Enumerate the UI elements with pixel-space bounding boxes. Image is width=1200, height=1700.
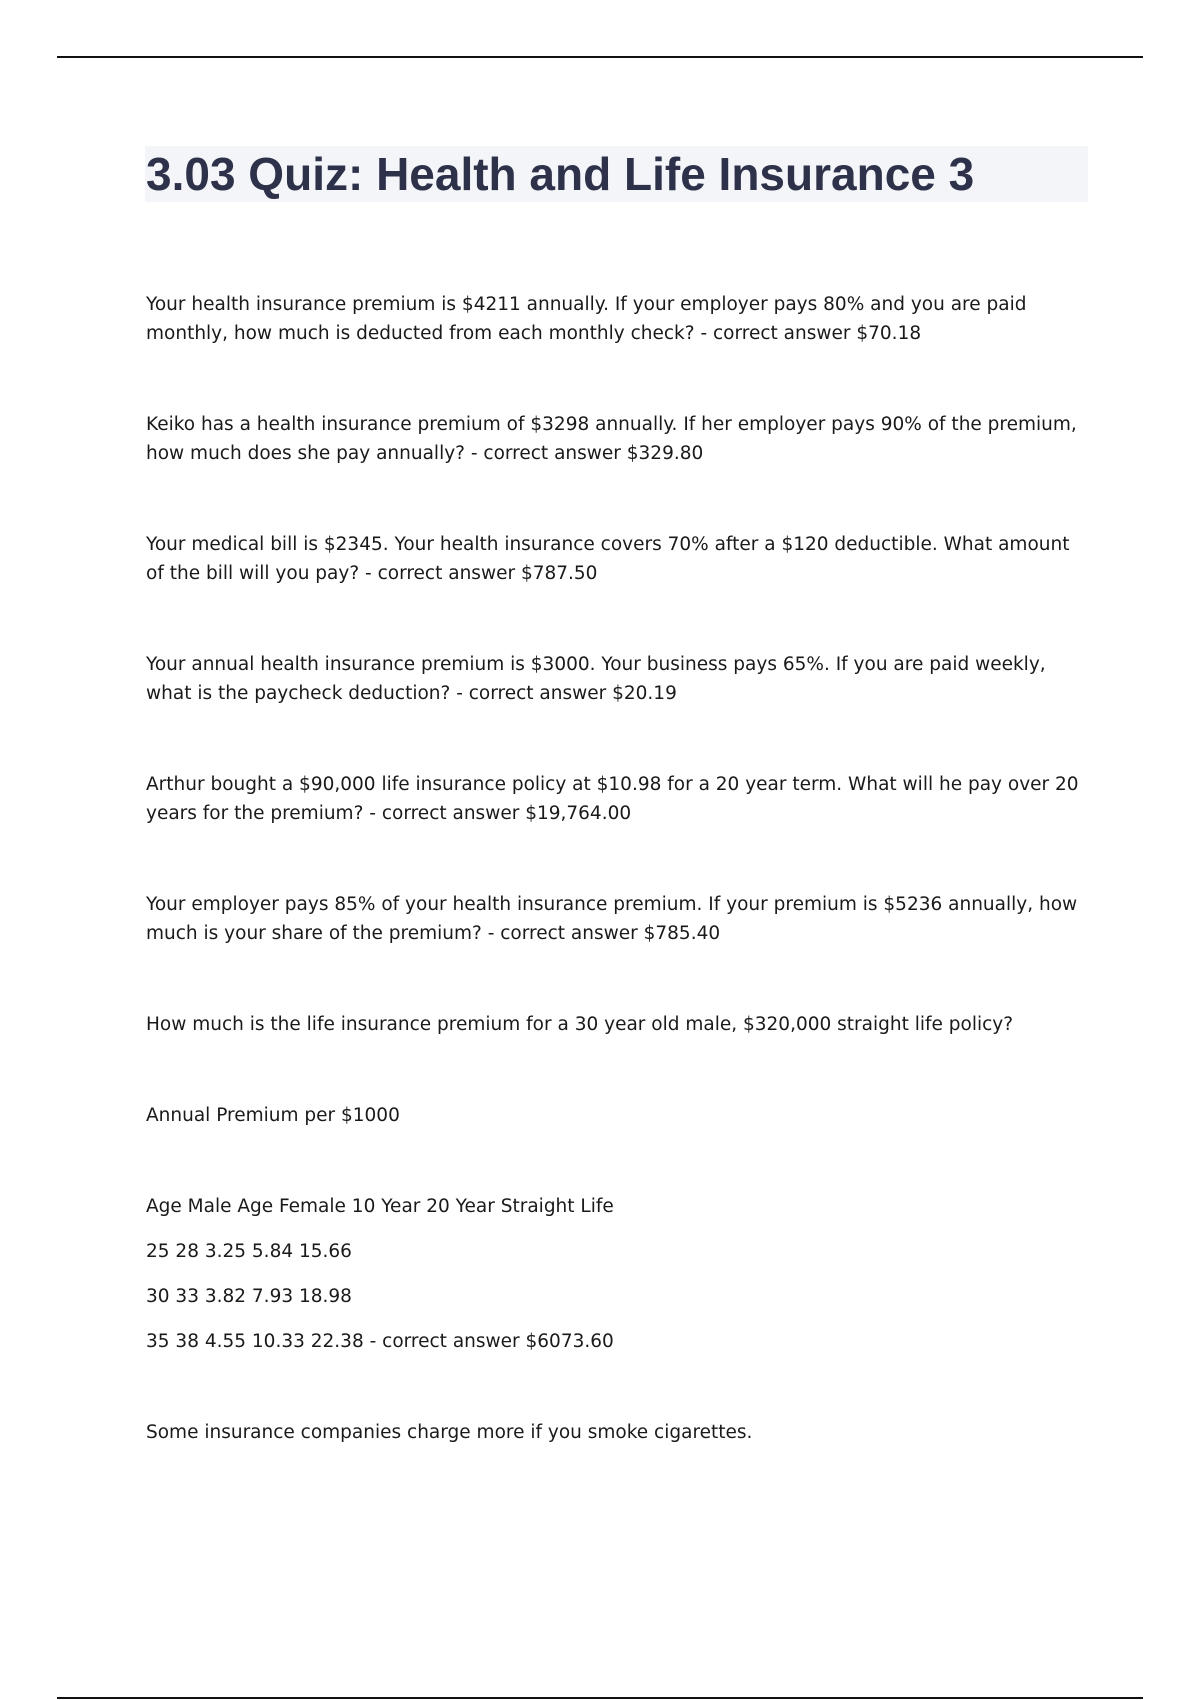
rate-table-row: 30 33 3.82 7.93 18.98 — [146, 1286, 352, 1307]
annual-premium-label: Annual Premium per $1000 — [146, 1105, 400, 1126]
bottom-divider — [57, 1697, 1143, 1699]
rate-table-row: 25 28 3.25 5.84 15.66 — [146, 1241, 352, 1262]
rate-table-header: Age Male Age Female 10 Year 20 Year Straight Life — [146, 1196, 614, 1217]
rate-table-row: 35 38 4.55 10.33 22.38 - correct answer $6073.60 — [146, 1331, 614, 1352]
document-body — [146, 290, 1091, 1509]
top-divider — [57, 56, 1143, 58]
question-item: Arthur bought a $90,000 life insurance policy at $10.98 for a 20 year term. What will he pay over 20 years for the premium? - correct answer $19,764.00 — [146, 774, 1079, 824]
rate-table — [146, 1192, 1091, 1356]
question-item: Your employer pays 85% of your health insurance premium. If your premium is $5236 annually, how much is your share of the premium? - correct answer $785.40 — [146, 894, 1078, 944]
question-item: Your health insurance premium is $4211 annually. If your employer pays 80% and you are paid monthly, how much is deducted from each monthly check? - correct answer $70.18 — [146, 294, 1027, 344]
life-insurance-question: How much is the life insurance premium for a 30 year old male, $320,000 straight life policy? — [146, 1014, 1014, 1035]
page-title: 3.03 Quiz: Health and Life Insurance 3 — [146, 148, 975, 200]
closing-statement: Some insurance companies charge more if you smoke cigarettes. — [146, 1422, 753, 1443]
question-item: Your medical bill is $2345. Your health insurance covers 70% after a $120 deductible. What amount of the bill will you pay? - correct answer $787.50 — [146, 534, 1070, 584]
question-item: Your annual health insurance premium is $3000. Your business pays 65%. If you are paid weekly, what is the paycheck deduction? - correct answer $20.19 — [146, 654, 1046, 704]
question-item: Keiko has a health insurance premium of $3298 annually. If her employer pays 90% of the premium, how much does she pay annually? - correct answer $329.80 — [146, 414, 1077, 464]
